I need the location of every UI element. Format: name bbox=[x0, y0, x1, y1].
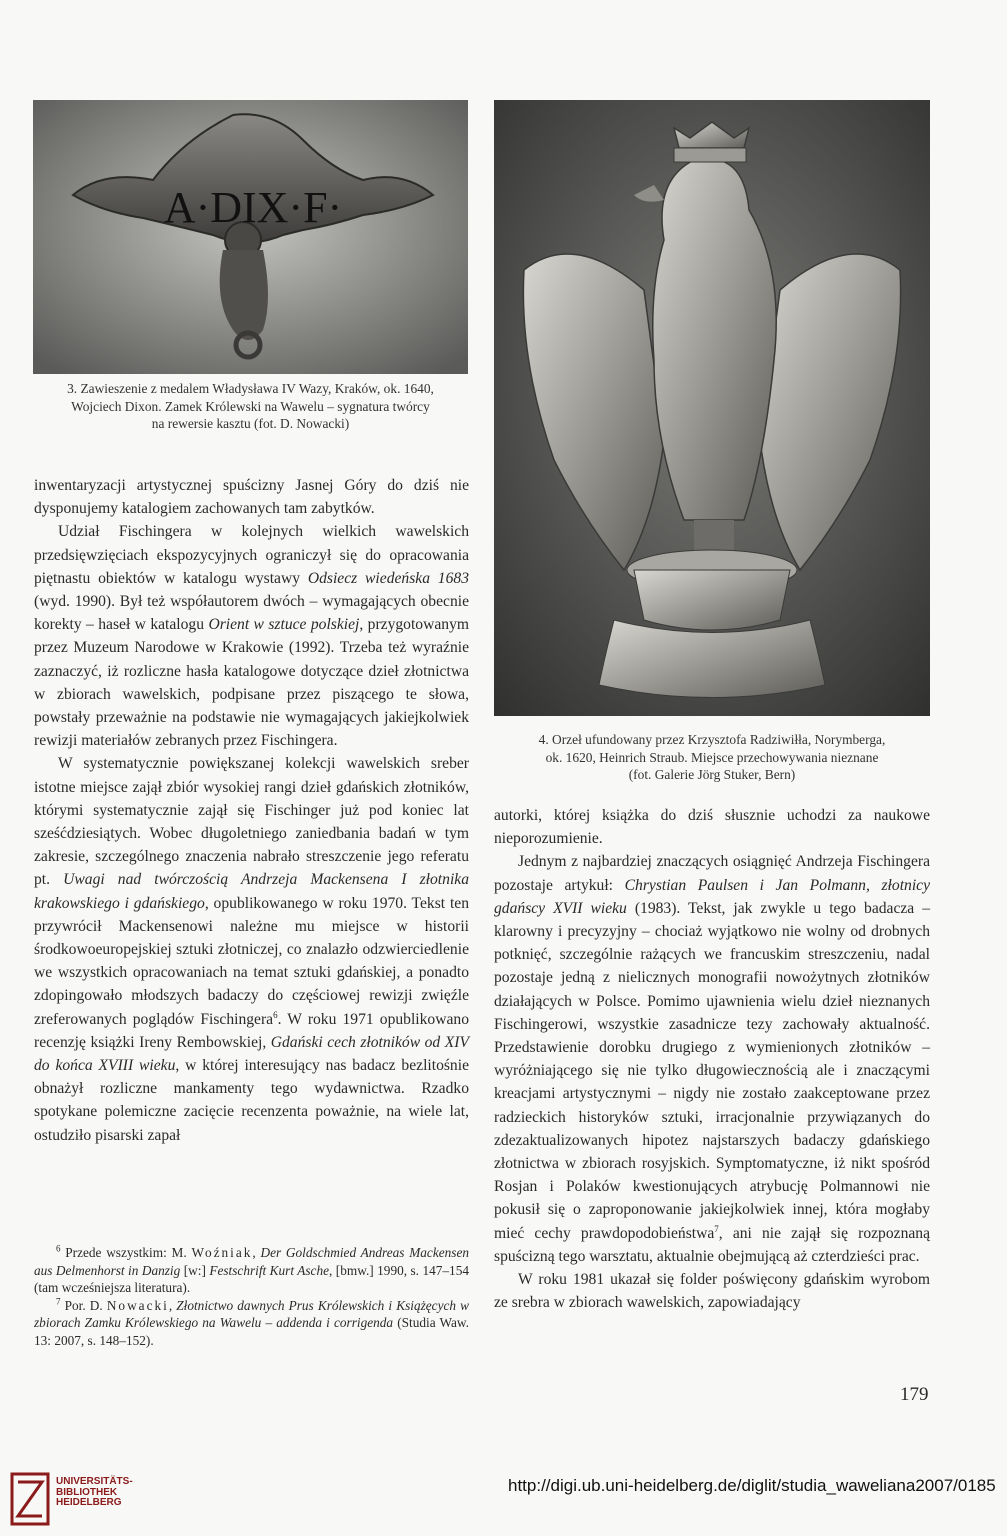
figure-3-caption-line: Wojciech Dixon. Zamek Królewski na Wawelu – sygnatura twórcy bbox=[71, 398, 430, 414]
figure-4-image bbox=[494, 100, 930, 716]
paragraph: Udział Fischingera w kolejnych wielkich wawelskich przedsięwzięciach ekspozycyjnych ograniczył się do opracowania piętnastu obiektów w katalogu wystawy Odsiecz wiedeńska 1683 (wyd. 1990). Był też współautorem dwóch – wymagających obecnie korekty – haseł w katalogu Orient w sztuce polskiej, przygotowanym przez Muzeum Narodowe w Krakowie (1992). Trzeba też wyraźnie zaznaczyć, iż rozliczne hasła katalogowe dotyczące dzieł złotnictwa w zbiorach wawelskich, podpisane przez piszącego te słowa, powstały przeważnie na podstawie nie wymagających jakiejkolwiek rewizji materiałów zebranych przez Fischingera. bbox=[34, 523, 470, 750]
footnote-6: $^6$ Przede wszystkim: M. Woźniak, Der Goldschmied Andreas Mackensen aus Delmenhorst in Danzig [w:] Festschrift Kurt Asche, [bmw.] 1990, s. 147–154 (tam wcześniejsza literatura). bbox=[34, 1243, 469, 1296]
figure-4-caption-line: 4. Orzeł ufundowany przez Krzysztofa Radziwiłła, Norymberga, bbox=[538, 732, 886, 747]
right-column-text bbox=[494, 804, 930, 1314]
paragraph: autorki, której książka do dziś słusznie uchodzi za naukowe nieporozumienie. bbox=[494, 807, 930, 848]
source-url-link[interactable]: http://digi.ub.uni-heidelberg.de/diglit/studia_waweliana2007/0185 bbox=[508, 1476, 996, 1495]
figure-3-caption-line: 3. Zawieszenie z medalem Władysława IV Wazy, Kraków, ok. 1640, bbox=[67, 381, 434, 396]
paragraph: W roku 1981 ukazał się folder poświęcony gdańskim wyrobom ze srebra w zbiorach wawelskich, zapowiadający bbox=[494, 1271, 930, 1312]
paragraph: Jednym z najbardziej znaczących osiągnięć Andrzeja Fischingera pozostaje artykuł: Chrystian Paulsen i Jan Polmann, złotnicy gdańscy XVII wieku (1983). Tekst, jak zwykle u tego badacza – klarowny i precyzyjny – chociaż wyjątkowo nie wolny od drobnych potknięć, szczególnie rażących we francuskim streszczeniu, nadal pozostaje jedną z nielicznych monografii nowożytnych złotników działających w Polsce. Pomimo ujawnienia wielu dzieł nieznanych Fischingerowi, wszystkie zasadnicze tezy zachowały aktualność. Przedstawienie dorobku drugiego z wymienionych złotników – wyróżniającego się nie tylko długowiecznością ale i znaczącymi kreacjami artystycznymi – nigdy nie zostało zaakceptowane przez radzieckich historyków sztuki, irracjonalnie przywiązanych do zdezaktualizowanych hipotez najstarszych badaczy gdańskiego złotnictwa w zbiorach rosyjskich. Symptomatyczne, iż nikt spośród Rosjan i Polaków kwestionujących atrybucję Polmannowi nie pokusił się o zaproponowanie jakiejkolwiek innej, która mogłaby mieć cechy prawdopodobieństwa$^7$, ani nie zajął się rozpoznaną spuścizną tego warsztatu, aktualnie obejmującą aż czterdzieści prac. bbox=[494, 853, 931, 1265]
figure-3-caption-line: na rewersie kasztu (fot. D. Nowacki) bbox=[151, 416, 350, 431]
figure-4-caption bbox=[494, 731, 930, 784]
library-logo-text: UNIVERSITÄTS- BIBLIOTHEK HEIDELBERG bbox=[56, 1476, 133, 1508]
paragraph: W systematycznie powiększanej kolekcji wawelskich sreber istotne miejsce zajął zbiór wysokiej rangi dzieł gdańskich złotników, którymi systematycznie zajął się Fischinger już pod koniec lat sześćdziesiątych. Wobec długoletniego zaniedbania badań w tym zakresie, szczególnego znaczenia nabrało streszczenie jego referatu pt. Uwagi nad twórczością Andrzeja Mackensena I złotnika krakowskiego i gdańskiego, opublikowanego w roku 1970. Tekst ten przywrócił Mackensenowi należne mu miejsce w historii środkowoeuropejskiej sztuki złotniczej, co znalazło odzwierciedlenie we wszystkich opracowaniach na temat sztuki gdańskiej, a ponadto zdopingowało młodszych badaczy do częściowej rewizji zwięźle zreferowanych poglądów Fischingera$^6$. W roku 1971 opublikowano recenzję książki Ireny Rembowskiej, Gdański cech złotników od XIV do końca XVIII wieku, w której interesujący nas badacz bezlitośnie obnażył rozliczne mankamenty tego wydawnictwa. Rzadko spotykane polemiczne zacięcie recenzenta poważnie, na wiele lat, ostudziło pisarski zapał bbox=[34, 755, 470, 1144]
figure-4-caption-line: ok. 1620, Heinrich Straub. Miejsce przechowywania nieznane bbox=[545, 749, 879, 765]
footnote-7: $^7$ Por. D. Nowacki, Złotnictwo dawnych Prus Królewskich i Książęcych w zbiorach Zamku Królewskiego na Wawelu – addenda i corrigenda (Studia Waw. 13: 2007, s. 148–152). bbox=[34, 1296, 470, 1348]
page-number: 179 bbox=[900, 1384, 929, 1405]
figure-3-caption bbox=[33, 380, 468, 433]
figure-3-inscription: A·DIX·F· bbox=[163, 183, 343, 232]
figure-4-caption-line: (fot. Galerie Jörg Stuker, Bern) bbox=[628, 767, 796, 782]
figure-4-photo bbox=[494, 100, 930, 716]
paragraph: inwentaryzacji artystycznej spuścizny Jasnej Góry do dziś nie dysponujemy katalogiem zachowanych tam zabytków. bbox=[34, 477, 469, 518]
left-column-text bbox=[34, 474, 469, 1147]
figure-3-photo bbox=[33, 100, 468, 374]
figure-3-image bbox=[33, 100, 468, 374]
footnotes bbox=[34, 1244, 469, 1350]
